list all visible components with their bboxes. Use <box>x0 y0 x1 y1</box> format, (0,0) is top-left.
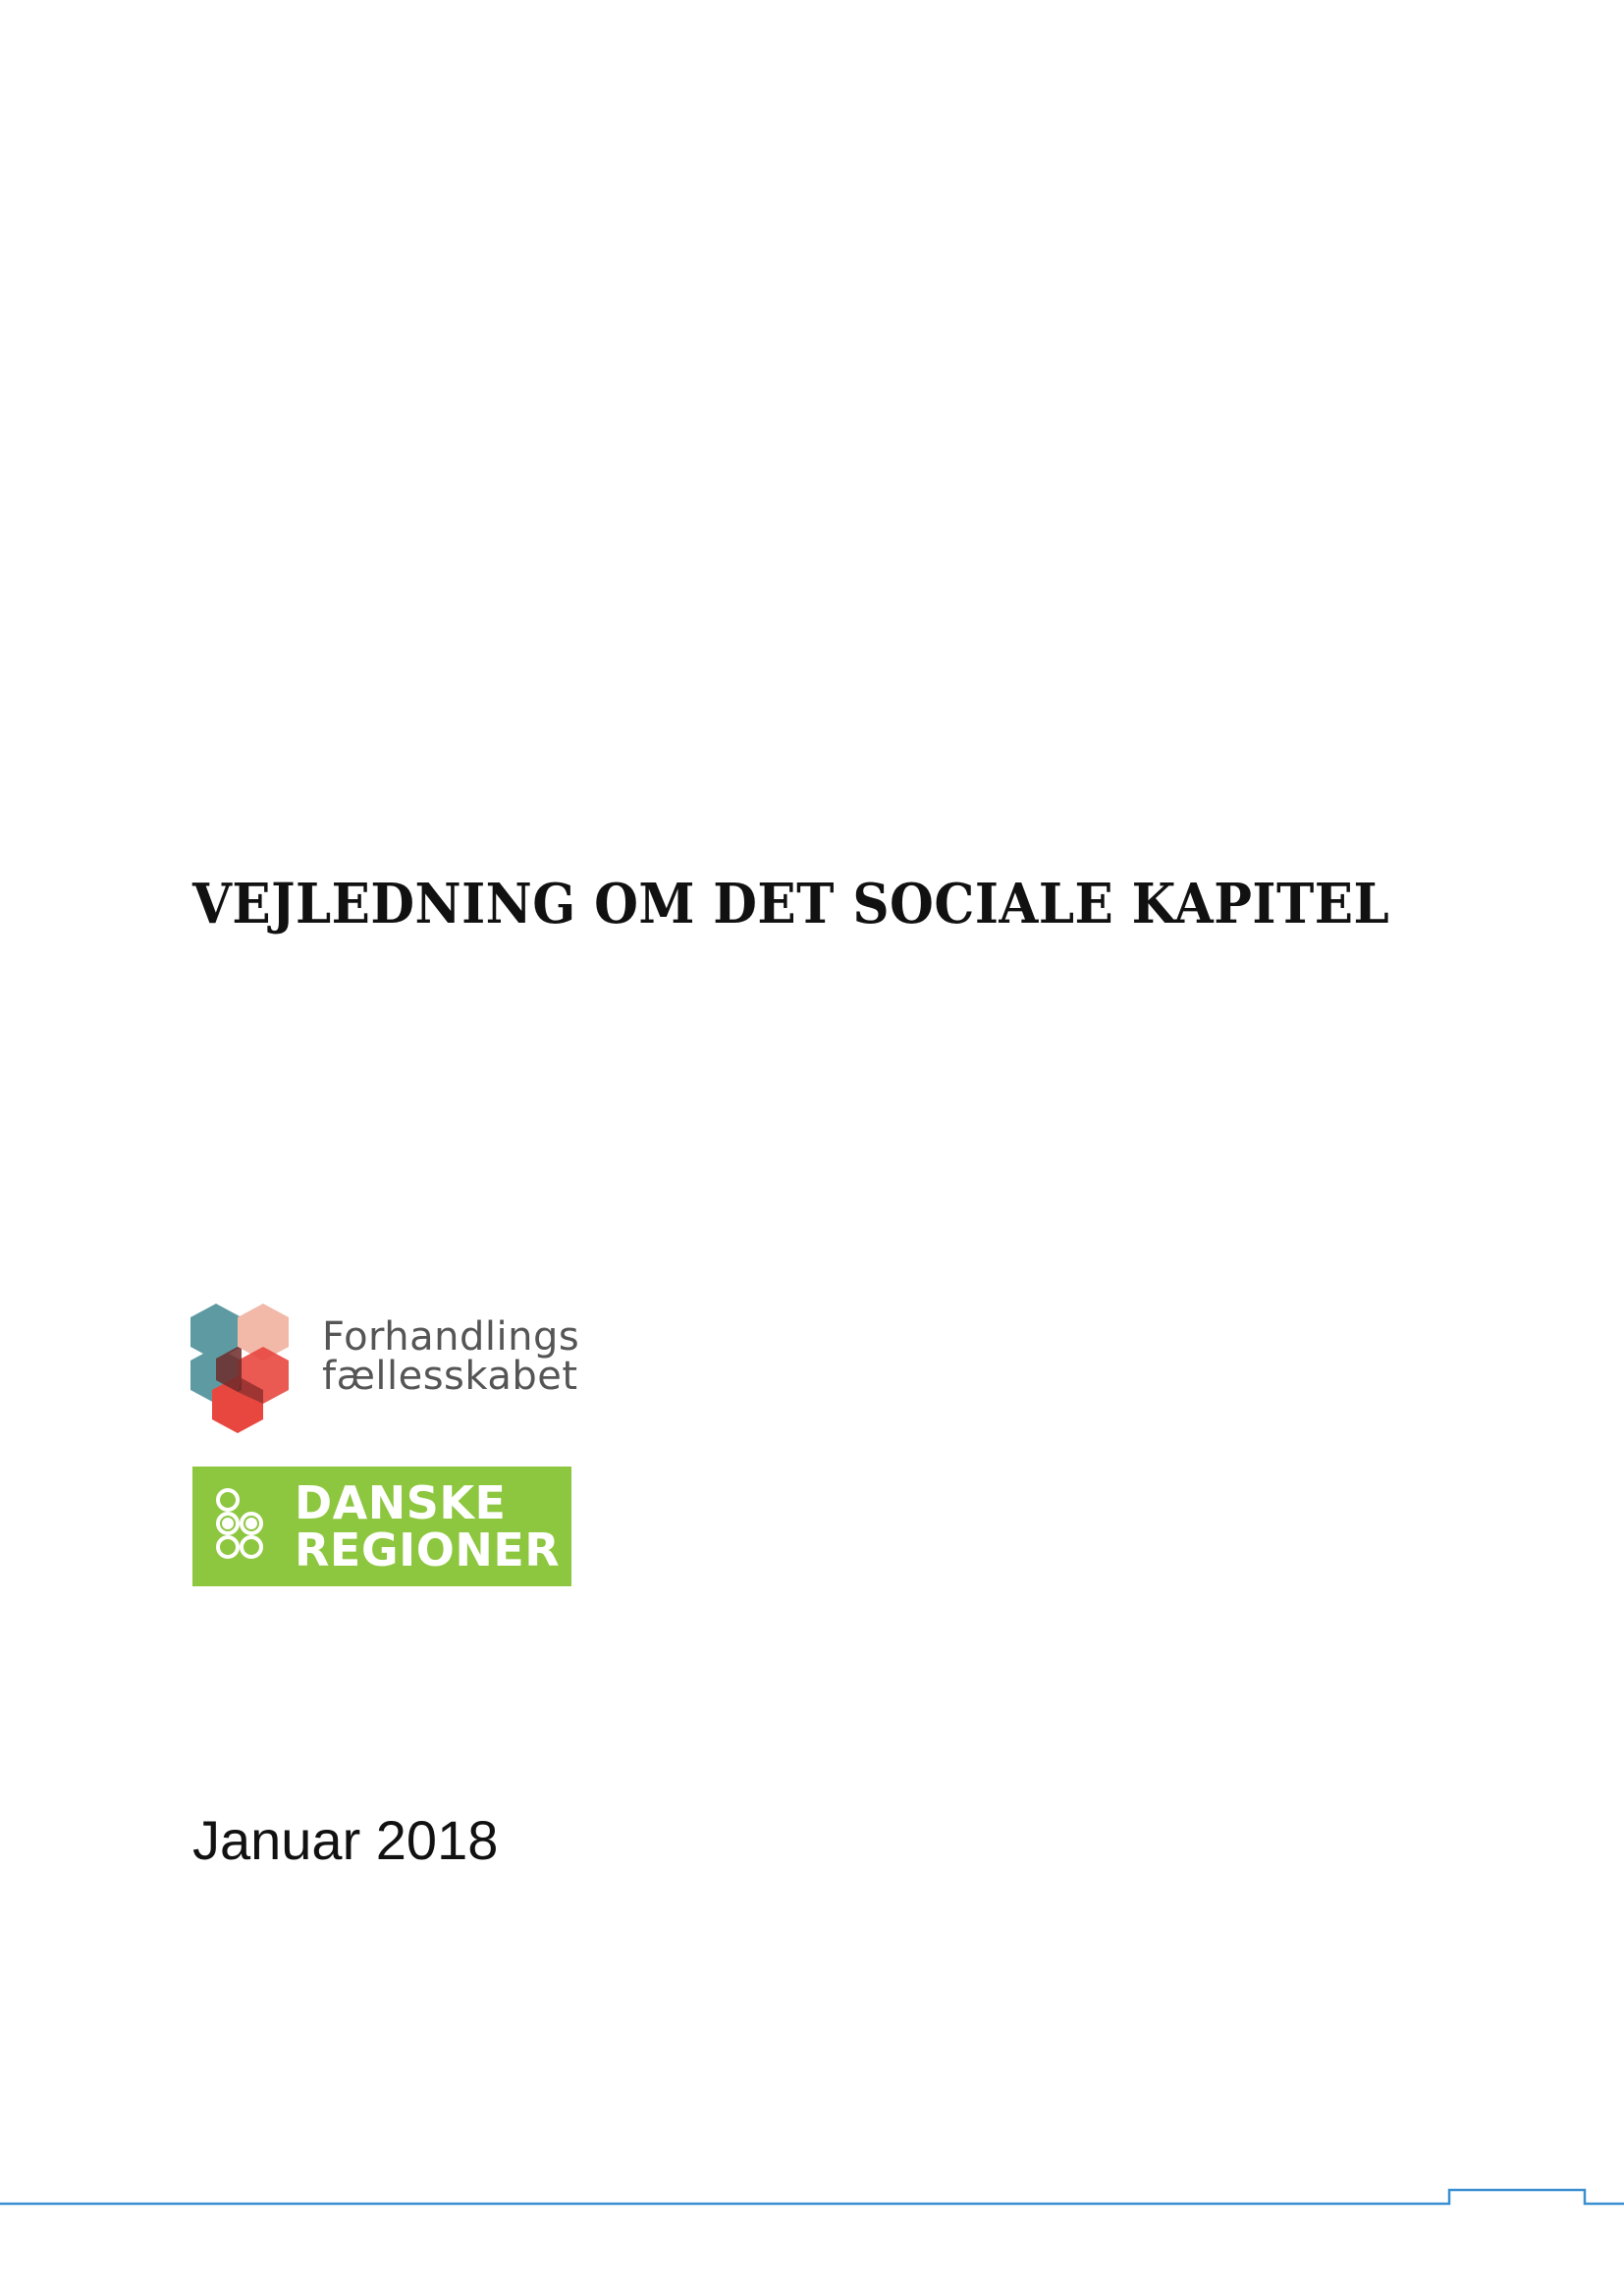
footer-divider-line <box>0 2187 1624 2207</box>
forhandlingsfaellesskabet-logo-icon <box>189 1296 306 1433</box>
forhandlingsfaellesskabet-logo <box>189 1296 611 1433</box>
document-title: VEJLEDNING OM DET SOCIALE KAPITEL <box>192 872 1390 936</box>
danske-regioner-logo-line2: REGIONER <box>295 1523 561 1576</box>
forhandlingsfaellesskabet-logo-line2: fællesskabet <box>322 1354 578 1399</box>
danske-regioner-logo <box>192 1467 571 1586</box>
document-date: Januar 2018 <box>192 1809 499 1871</box>
danske-regioner-logo-line1: DANSKE <box>295 1476 507 1529</box>
danske-regioner-circles-icon <box>212 1486 277 1571</box>
forhandlingsfaellesskabet-logo-line1: Forhandlings <box>322 1314 580 1360</box>
